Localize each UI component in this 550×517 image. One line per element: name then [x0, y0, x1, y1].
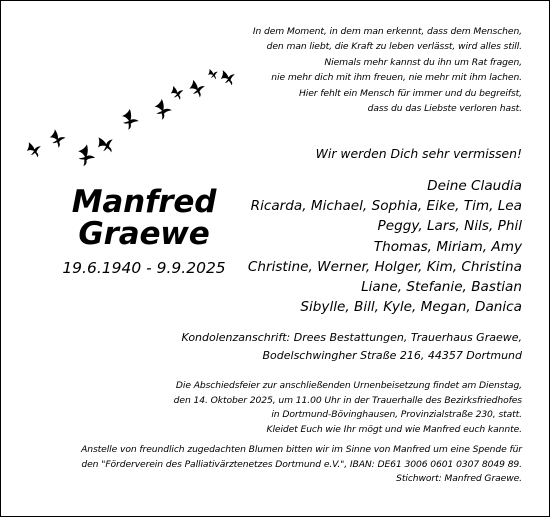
mourner-line: Peggy, Lars, Nils, Phil — [377, 218, 522, 235]
bird-icon — [24, 139, 44, 160]
ceremony-line: Kleidet Euch wie Ihr mögt und wie Manfred euch kannte. — [266, 423, 522, 435]
poem-line: In dem Moment, in dem man erkennt, dass dem Menschen, — [252, 26, 522, 37]
ceremony-line: den 14. Oktober 2025, um 11.00 Uhr in der Trauerhalle des Bezirksfriedhofes — [173, 394, 522, 406]
condolence-address — [182, 329, 523, 364]
address-line: Kondolenzanschrift: Drees Bestattungen, Trauerhaus Graewe, — [181, 331, 522, 344]
bird-icon — [119, 107, 141, 131]
poem-line: Niemals mehr kannst du ihn um Rat fragen, — [324, 56, 522, 68]
bird-icon — [94, 132, 118, 157]
bird-icon — [74, 142, 99, 169]
mourner-line: Christine, Werner, Holger, Kim, Christina — [247, 258, 522, 275]
donation-line: den "Förderverein des Palliativärztenetzes Dortmund e.V.", IBAN: DE61 3006 0601 0307 8049 89. — [81, 458, 522, 470]
mourner-line: Thomas, Miriam, Amy — [373, 238, 522, 255]
ceremony-line: Die Abschiedsfeier zur anschließenden Urnenbeisetzung findet am Dienstag, — [175, 380, 522, 391]
address-line: Bodelschwingher Straße 216, 44357 Dortmund — [262, 348, 522, 362]
life-dates: 19.6.1940 - 9.9.2025 — [62, 259, 226, 277]
deceased-block — [29, 186, 259, 277]
deceased-last-name: Graewe — [78, 216, 210, 252]
poem-line: Hier fehlt ein Mensch für immer und du begreifst, — [298, 87, 522, 99]
bird-icon — [50, 129, 66, 147]
donation-info — [81, 443, 522, 487]
ceremony-info — [174, 379, 522, 437]
poem-line: dass du das Liebste verloren hast. — [367, 103, 522, 115]
poem-line: den man liebt, die Kraft zu leben verlässt, wird alles still. — [266, 41, 522, 53]
bird-icon — [206, 67, 220, 82]
bird-icon — [153, 98, 174, 121]
poem — [202, 24, 522, 116]
mourner-line: Ricarda, Michael, Sophia, Eike, Tim, Lea — [250, 198, 522, 215]
donation-line: Stichwort: Manfred Graewe. — [396, 473, 522, 485]
farewell-line: Wir werden Dich sehr vermissen! — [315, 146, 522, 161]
bird-icon — [169, 84, 185, 102]
mourner-line: Liane, Stefanie, Bastian — [361, 279, 522, 296]
mourners-list — [248, 176, 522, 317]
poem-line: nie mehr dich mit ihm freuen, nie mehr mit ihm lachen. — [271, 72, 522, 84]
deceased-first-name: Manfred — [71, 184, 217, 220]
donation-line: Anstelle von freundlich zugedachten Blumen bitten wir im Sinne von Manfred um eine Spende für — [81, 444, 522, 455]
bird-icon — [188, 78, 207, 99]
mourner-line: Sibylle, Bill, Kyle, Megan, Danica — [300, 299, 522, 316]
mourner-line: Deine Claudia — [427, 178, 522, 194]
bird-icon — [218, 67, 238, 88]
ceremony-line: in Dortmund-Bövinghausen, Provinzialstraße 230, statt. — [271, 409, 522, 421]
flying-birds-icon — [23, 63, 245, 173]
